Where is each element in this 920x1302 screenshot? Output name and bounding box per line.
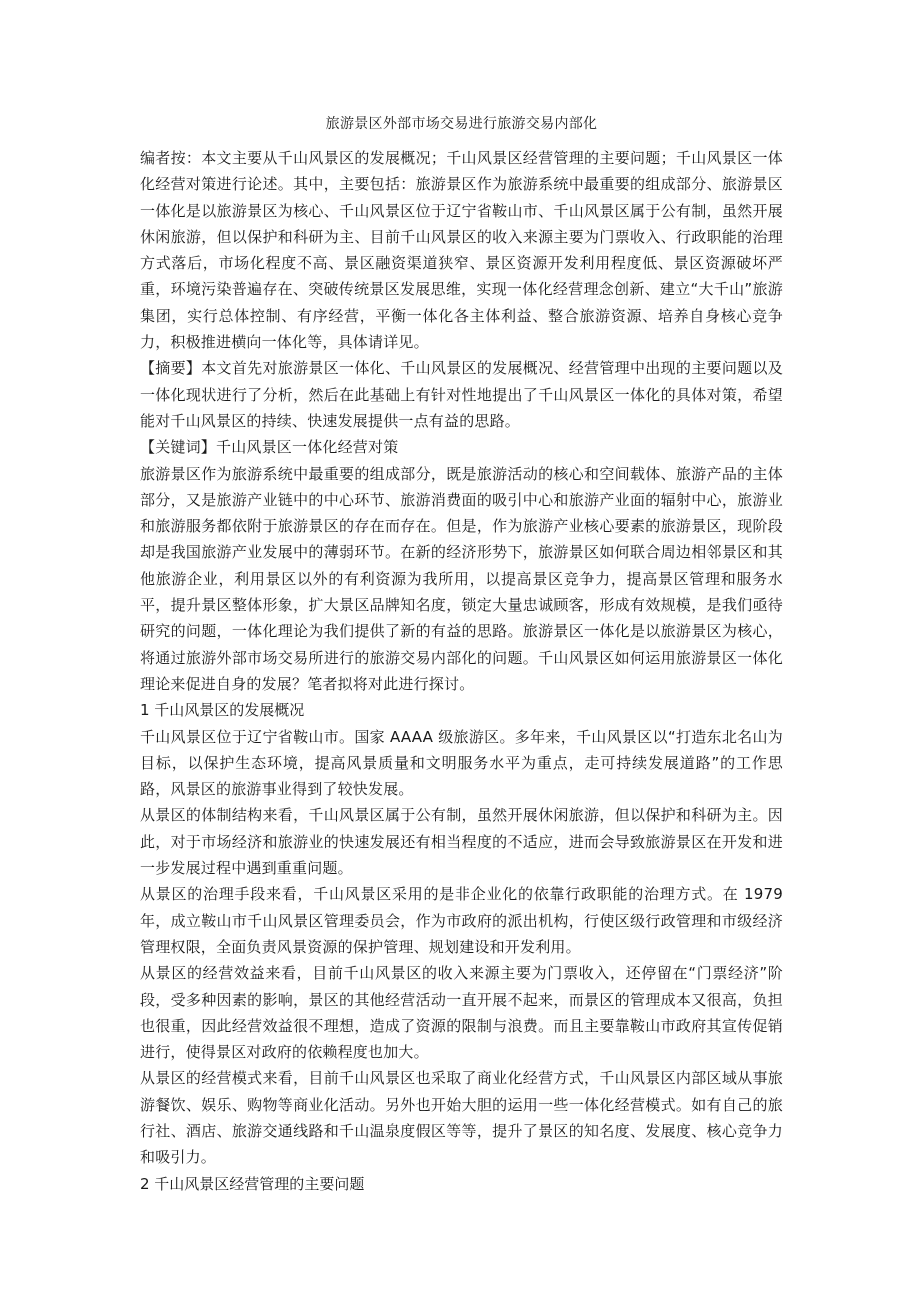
abstract-paragraph: 【摘要】本文首先对旅游景区一体化、千山风景区的发展概况、经营管理中出现的主要问题以及一体化现状进行了分析，然后在此基础上有针对性地提出了千山风景区一体化的具体对策，希望能对千山风景区的持续、快速发展提供一点有益的思路。 (140, 359, 783, 430)
document-page (140, 114, 783, 1197)
document-title: 旅游景区外部市场交易进行旅游交易内部化 (325, 116, 598, 132)
section-1-paragraph-2: 从景区的体制结构来看，千山风景区属于公有制，虽然开展休闲旅游，但以保护和科研为主。因此，对于市场经济和旅游业的快速发展还有相当程度的不适应，进而会导致旅游景区在开发和进一步发展过程中遇到重重问题。 (140, 806, 783, 878)
keywords-line: 【关键词】千山风景区一体化经营对策 (140, 438, 399, 457)
section-1-heading: 1 千山风景区的发展概况 (140, 701, 305, 720)
intro-paragraph: 旅游景区作为旅游系统中最重要的组成部分，既是旅游活动的核心和空间载体、旅游产品的主体部分，又是旅游产业链中的中心环节、旅游消费面的吸引中心和旅游产业面的辐射中心，旅游业和旅游服务都依附于旅游景区的存在而存在。但是，作为旅游产业核心要素的旅游景区，现阶段却是我国旅游产业发展中的薄弱环节。在新的经济形势下，旅游景区如何联合周边相邻景区和其他旅游企业，利用景区以外的有利资源为我所用，以提高景区竞争力，提高景区管理和服务水平，提升景区整体形象，扩大景区品牌知名度，锁定大量忠诚顾客，形成有效规模，是我们亟待研究的问题，一体化理论为我们提供了新的有益的思路。旅游景区一体化是以旅游景区为核心，将通过旅游外部市场交易所进行的旅游交易内部化的问题。千山风景区如何运用旅游景区一体化理论来促进自身的发展？笔者拟将对此进行探讨。 (140, 464, 783, 693)
section-1-paragraph-3: 从景区的治理手段来看，千山风景区采用的是非企业化的依靠行政职能的治理方式。在 1979 年，成立鞍山市千山风景区管理委员会，作为市政府的派出机构，行使区级行政管理和市级经济管理权限，全面负责风景资源的保护管理、规划建设和开发利用。 (140, 885, 783, 956)
section-2-heading: 2 千山风景区经营管理的主要问题 (140, 1174, 365, 1193)
section-1-paragraph-4: 从景区的经营效益来看，目前千山风景区的收入来源主要为门票收入，还停留在“门票经济”阶段，受多种因素的影响，景区的其他经营活动一直开展不起来，而景区的管理成本又很高，负担也很重，因此经营效益很不理想，造成了资源的限制与浪费。而且主要靠鞍山市政府其宣传促销进行，使得景区对政府的依赖程度也加大。 (140, 964, 783, 1062)
section-1-paragraph-1: 千山风景区位于辽宁省鞍山市。国家 AAAA 级旅游区。多年来，千山风景区以“打造东北名山为目标，以保护生态环境，提高风景质量和文明服务水平为重点，走可持续发展道路”的工作思路，风景区的旅游事业得到了较快发展。 (140, 727, 783, 799)
section-1-paragraph-5: 从景区的经营模式来看，目前千山风景区也采取了商业化经营方式，千山风景区内部区域从事旅游餐饮、娱乐、购物等商业化活动。另外也开始大胆的运用一些一体化经营模式。如有自己的旅行社、酒店、旅游交通线路和千山温泉度假区等等，提升了景区的知名度、发展度、核心竞争力和吸引力。 (140, 1069, 783, 1167)
editor-note-paragraph: 编者按：本文主要从千山风景区的发展概况；千山风景区经营管理的主要问题；千山风景区一体化经营对策进行论述。其中，主要包括：旅游景区作为旅游系统中最重要的组成部分、旅游景区一体化是以旅游景区为核心、千山风景区位于辽宁省鞍山市、千山风景区属于公有制，虽然开展休闲旅游，但以保护和科研为主、目前千山风景区的收入来源主要为门票收入、行政职能的治理方式落后，市场化程度不高、景区融资渠道狭窄、景区资源开发利用程度低、景区资源破坏严重，环境污染普遍存在、突破传统景区发展思维，实现一体化经营理念创新、建立“大千山”旅游集团，实行总体控制、有序经营，平衡一体化各主体利益、整合旅游资源、培养自身核心竞争力，积极推进横向一体化等，具体请详见。 (140, 149, 783, 352)
